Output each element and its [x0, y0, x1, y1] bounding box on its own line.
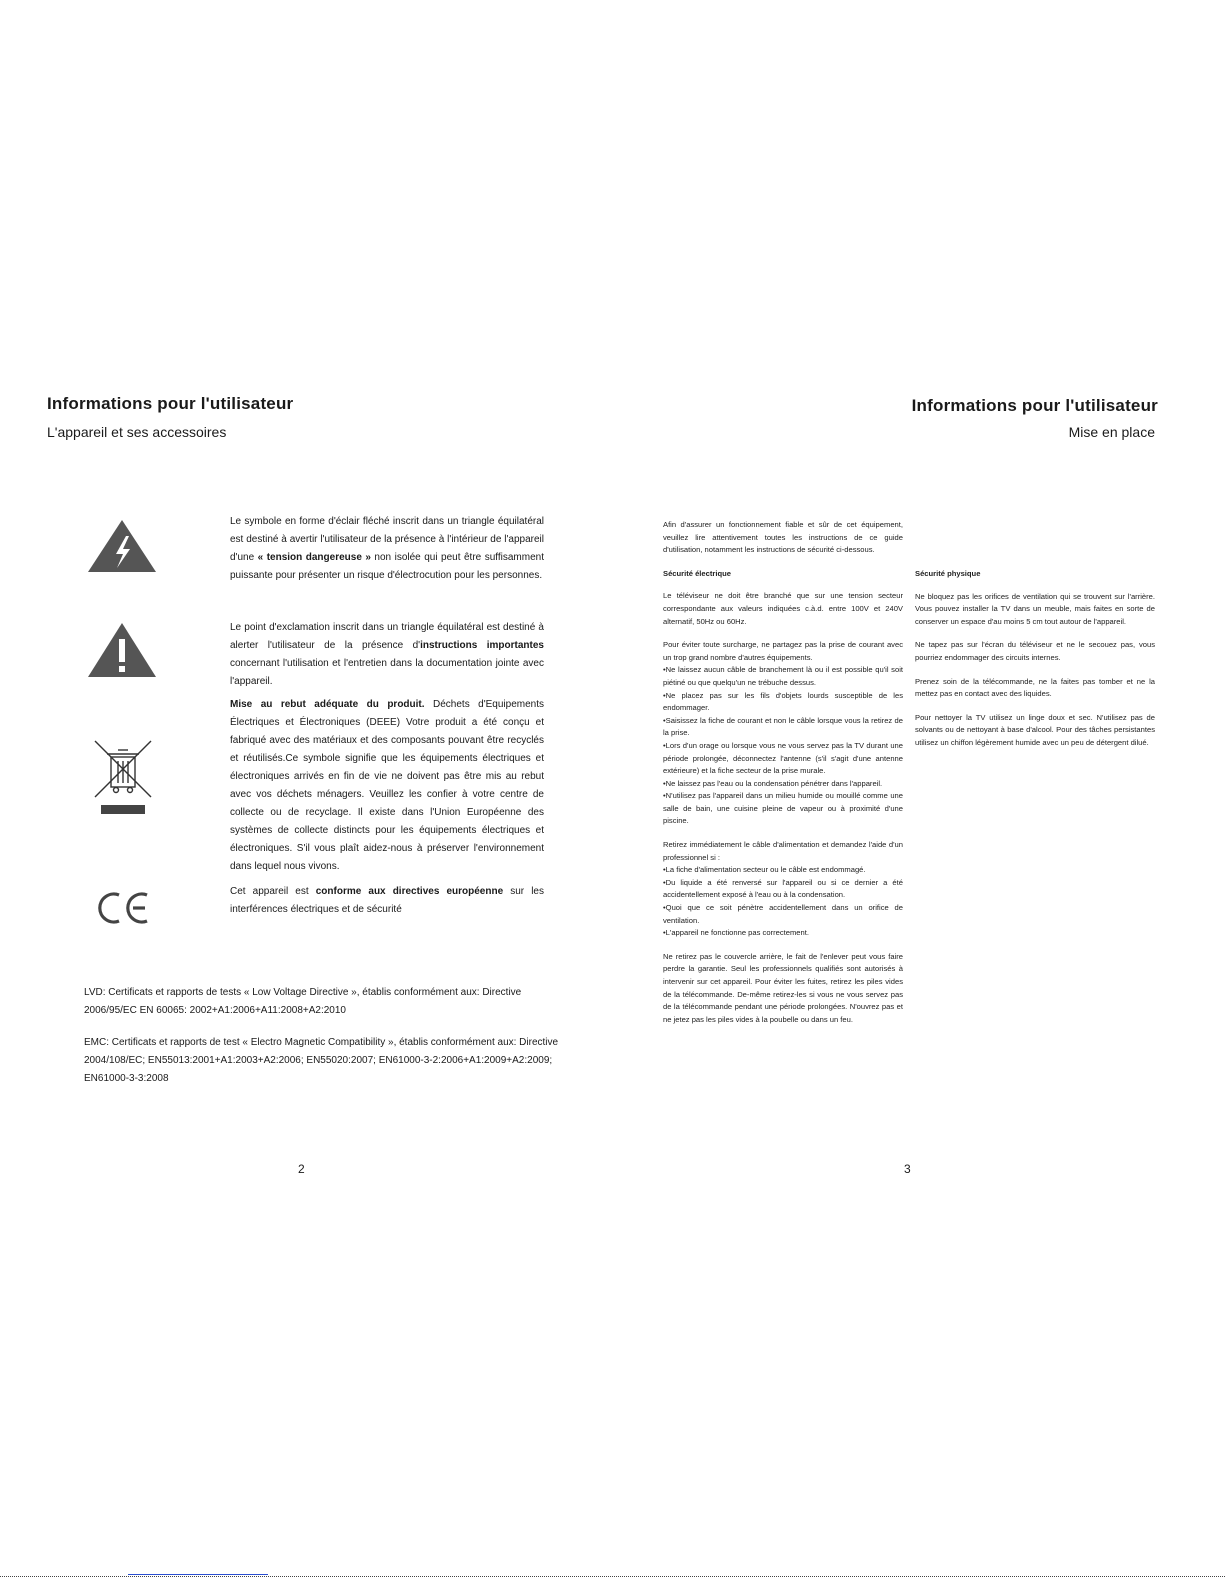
electrical-p3: Retirez immédiatement le câble d'alimentation et demandez l'aide d'un professionnel si : •La fiche d'alimentation secteur ou le câble est endommagé. •Du liquide a été renversé sur l'appareil ou si ce dernier a été accidentellement exposé à l'eau ou à la condensation. •Quoi que ce soit pénètre accidentellement dans un orifice de ventilation. •L'appareil ne fonctionne pas correctement.: [663, 840, 903, 938]
electrical-p4: Ne retirez pas le couvercle arrière, le fait de l'enlever peut vous faire perdre la garantie. Seul les professionnels qualifiés sont autorisés à intervenir sur cet appareil. Pour éviter les fuites, retirez les piles vides de la télécommande. De-même retirez-les si vous ne vous servez pas de la télécommande pendant une période prolongées. N'ouvrez pas et ne jetez pas les piles vides à la poubelle ou dans un feu.: [663, 951, 903, 1024]
physical-p3: Prenez soin de la télécommande, ne la faites pas tomber et ne la mettez pas en contact avec des liquides.: [915, 676, 1155, 699]
physical-p1: Ne bloquez pas les orifices de ventilation qui se trouvent sur l'arrière. Vous pouvez installer la TV dans un meuble, mais faites en sorte de conserver un espace d'au moins 5 cm tout autour de l'appareil.: [915, 591, 1155, 626]
ce-mark-icon: [95, 890, 151, 931]
left-page-number: 2: [298, 1162, 305, 1176]
right-page-number: 3: [904, 1162, 911, 1176]
exclamation-symbol-text: Le point d'exclamation inscrit dans un triangle équilatéral est destiné à alerter l'utilisateur de la présence d'instructions importantes concernant l'utilisation et l'entretien dans la documentation jointe avec l'appareil.: [230, 622, 544, 687]
safety-right-column: [915, 568, 1155, 761]
electric-shock-warning-icon: [86, 518, 158, 579]
left-page-subtitle: L'appareil et ses accessoires: [47, 424, 227, 440]
weee-crossed-bin-icon: [93, 739, 153, 822]
emc-certification: EMC: Certificats et rapports de test « Electro Magnetic Compatibility », établis conformément aux: Directive 2004/108/EC; EN55013:2001+A1:2003+A2:2006; EN55020:2007; EN61000-3-2:2006+A1:2009+A2:2009; EN61000-3-3:2008: [84, 1037, 559, 1084]
electrical-safety-heading: Sécurité électrique: [663, 568, 731, 578]
intro-text: Afin d'assurer un fonctionnement fiable et sûr de cet équipement, veuillez lire attentivement toutes les instructions de ce guide d'utilisation, notamment les instructions de sécurité ci-dessous.: [663, 520, 903, 555]
weee-symbol-text: Mise au rebut adéquate du produit. Déchets d'Equipements Électriques et Électroniques (DEEE) Votre produit a été conçu et fabriqué avec des matériaux et des composants pouvant être recyclés et réutilisés.Ce symbole signifie que les équipements électriques et électroniques arrivés en fin de vie ne doivent pas être mis au rebut avec vos déchets ménagers. Veuillez les confier à votre centre de collecte ou de recyclage. Il existe dans l'Union Européenne des systèmes de collecte distincts pour les équipements électriques et électroniques. S'il vous plaît aidez-nous à préserver l'environnement dans lequel nous vivons.: [230, 699, 544, 872]
right-page-title: Informations pour l'utilisateur: [911, 396, 1158, 415]
safety-left-column: [663, 519, 903, 1037]
physical-safety-heading: Sécurité physique: [915, 569, 981, 578]
electrical-p1: Le téléviseur ne doit être branché que sur une tension secteur correspondante aux valeurs indiquées c.à.d. entre 100V et 240V alternatif, 50Hz ou 60Hz.: [663, 591, 903, 626]
footer-blue-rule: [128, 1574, 268, 1575]
footer-dotted-rule: [0, 1576, 1225, 1577]
physical-p2: Ne tapez pas sur l'écran du téléviseur et ne le secouez pas, vous pourriez endommager des circuits internes.: [915, 640, 1155, 662]
shock-symbol-text: Le symbole en forme d'éclair fléché inscrit dans un triangle équilatéral est destiné à avertir l'utilisateur de la présence à l'intérieur de l'appareil d'une « tension dangereuse » non isolée qui peut être suffisamment puissante pour présenter un risque d'électrocution pour les personnes.: [230, 516, 544, 581]
right-page-subtitle: Mise en place: [1068, 424, 1155, 440]
exclamation-warning-icon: [86, 621, 158, 684]
electrical-p2: Pour éviter toute surcharge, ne partagez pas la prise de courant avec un trop grand nombre d'autres équipements. •Ne laissez aucun câble de branchement là ou il est possible qu'il soit piétiné ou que quelqu'un ne trébuche dessus. •Ne placez pas sur les fils d'objets lourds susceptible de les endommager. •Saisissez la fiche de courant et non le câble lorsque vous la retirez de la prise. •Lors d'un orage ou lorsque vous ne vous servez pas la TV durant une période prolongée, déconnectez l'antenne (s'il s'agit d'une antenne extérieure) et la fiche secteur de la prise murale. •Ne laissez pas l'eau ou la condensation pénétrer dans l'appareil. •N'utilisez pas l'appareil dans un milieu humide ou mouillé comme une salle de bain, une cuisine pleine de vapeur ou à proximité d'une piscine.: [663, 640, 903, 826]
ce-symbol-text: Cet appareil est conforme aux directives européenne sur les interférences électriques et de sécurité: [230, 886, 544, 915]
left-page-title: Informations pour l'utilisateur: [47, 394, 294, 413]
lvd-certification: LVD: Certificats et rapports de tests « Low Voltage Directive », établis conformément aux: Directive 2006/95/EC EN 60065: 2002+A1:2006+A11:2008+A2:2010: [84, 987, 522, 1016]
physical-p4: Pour nettoyer la TV utilisez un linge doux et sec. N'utilisez pas de solvants ou de nettoyant à base d'alcool. Pour des tâches persistantes utilisez un chiffon légèrement humide avec un peu de détergent dilué.: [915, 712, 1155, 747]
